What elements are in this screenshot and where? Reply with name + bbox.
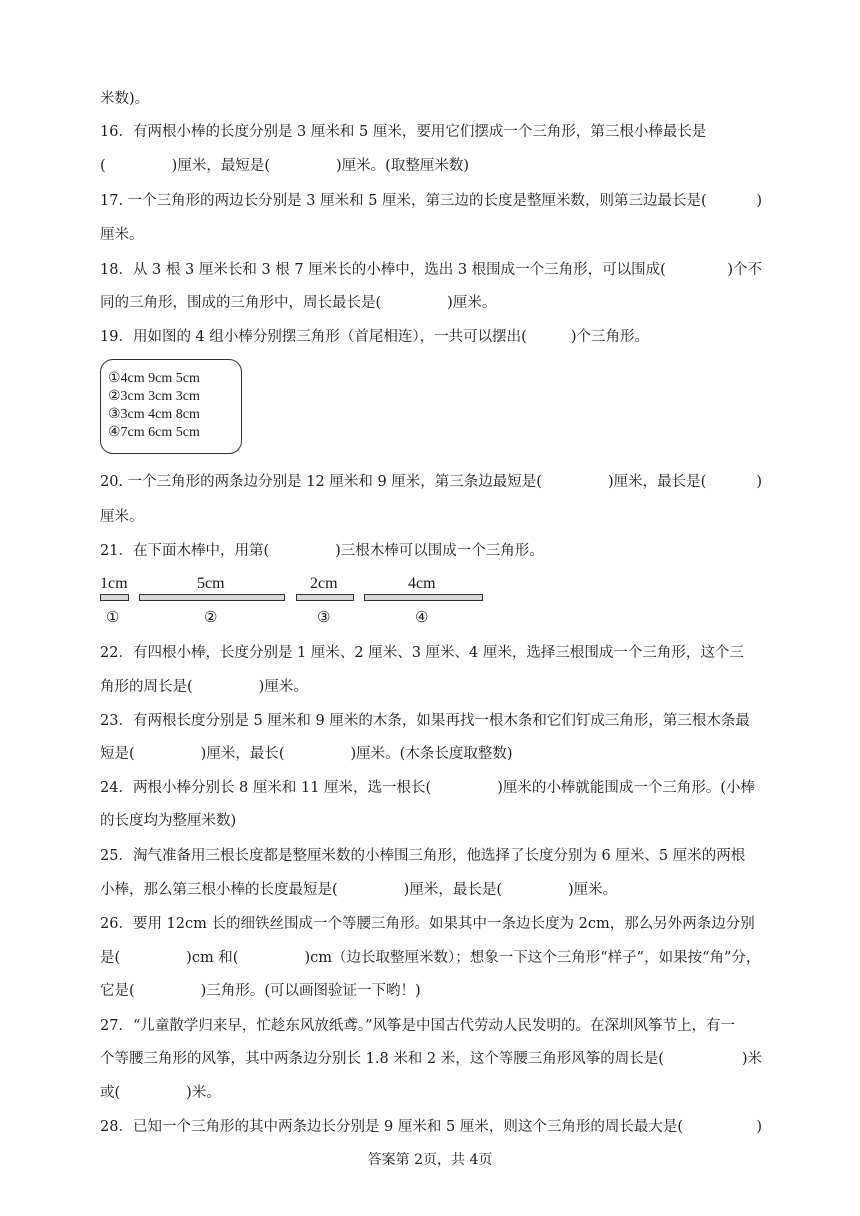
stick-group-4: ④7cm 6cm 5cm: [108, 425, 200, 440]
question-27-cont: 个等腰三角形的风筝，其中两条边分别长 1.8 米和 2 米，这个等腰三角形风筝的周长是( )米: [100, 1051, 762, 1067]
question-18-cont: 同的三角形，围成的三角形中，周长最长是( )厘米。: [100, 295, 497, 311]
stick-1: [100, 594, 129, 601]
text-line: 米数)。: [100, 91, 150, 107]
stick-group-2: ②3cm 3cm 3cm: [108, 389, 200, 404]
question-28: 28．已知一个三角形的其中两条边长分别是 9 厘米和 5 厘米，则这个三角形的周长最大是( ): [100, 1119, 762, 1135]
stick-label-1: 1cm: [100, 575, 128, 592]
question-20: 20. 一个三角形的两条边分别是 12 厘米和 9 厘米，第三条边最短是( )厘米，最长是( ): [100, 474, 762, 490]
question-20-cont: 厘米。: [100, 509, 144, 525]
question-17: 17. 一个三角形的两边长分别是 3 厘米和 5 厘米，第三边的长度是整厘米数，则第三边最长是( ): [100, 193, 762, 209]
question-27: 27．“儿童散学归来早，忙趁东风放纸鸢。”风筝是中国古代劳动人民发明的。在深圳风筝节上，有一: [100, 1018, 736, 1034]
stick-label-3: 2cm: [310, 575, 338, 592]
stick-3: [296, 594, 354, 601]
stick-number-3: ③: [317, 608, 331, 626]
stick-number-1: ①: [106, 608, 120, 626]
stick-group-3: ③3cm 4cm 8cm: [108, 407, 200, 422]
question-23: 23．有两根长度分别是 5 厘米和 9 厘米的木条，如果再找一根木条和它们钉成三角形，第三根木条最: [100, 713, 750, 729]
question-21: 21．在下面木棒中，用第( )三根木棒可以围成一个三角形。: [100, 543, 544, 559]
question-16: 16．有两根小棒的长度分别是 3 厘米和 5 厘米，要用它们摆成一个三角形，第三根小棒最长是: [100, 124, 707, 140]
question-24: 24．两根小棒分别长 8 厘米和 11 厘米，选一根长( )厘米的小棒就能围成一个三角形。(小棒: [100, 780, 756, 796]
question-19: 19．用如图的 4 组小棒分别摆三角形（首尾相连），一共可以摆出( )个三角形。: [100, 329, 649, 345]
question-18: 18．从 3 根 3 厘米长和 3 根 7 厘米长的小棒中，选出 3 根围成一个三角形，可以围成( )个不: [100, 262, 762, 278]
stick-label-4: 4cm: [408, 575, 436, 592]
question-26-cont: 是( )cm 和( )cm（边长取整厘米数）；想象一下这个三角形“样子”，如果按“角”分，: [100, 950, 761, 966]
stick-number-4: ④: [415, 608, 429, 626]
stick-2: [139, 594, 285, 601]
stick-groups-figure: [100, 359, 242, 454]
question-22-cont: 角形的周长是( )厘米。: [100, 679, 308, 695]
page-footer: 答案第 2页，共 4页: [367, 1152, 493, 1168]
question-16-cont: ( )厘米，最短是( )厘米。(取整厘米数): [100, 158, 469, 174]
question-25: 25．淘气准备用三根长度都是整厘米数的小棒围三角形，他选择了长度分别为 6 厘米、5 厘米的两根: [100, 848, 746, 864]
stick-label-2: 5cm: [197, 575, 225, 592]
question-17-cont: 厘米。: [100, 227, 144, 243]
stick-number-2: ②: [204, 608, 218, 626]
question-26-cont2: 它是( )三角形。(可以画图验证一下哟！): [100, 983, 421, 999]
question-22: 22．有四根小棒，长度分别是 1 厘米、2 厘米、3 厘米、4 厘米，选择三根围成一个三角形，这个三: [100, 645, 744, 661]
question-24-cont: 的长度均为整厘米数): [100, 813, 237, 829]
question-25-cont: 小棒，那么第三根小棒的长度最短是( )厘米，最长是( )厘米。: [100, 882, 618, 898]
stick-group-1: ①4cm 9cm 5cm: [108, 371, 200, 386]
question-23-cont: 短是( )厘米，最长( )厘米。(木条长度取整数): [100, 746, 513, 762]
question-26: 26．要用 12cm 长的细铁丝围成一个等腰三角形。如果其中一条边长度为 2cm，那么另外两条边分别: [100, 916, 755, 932]
stick-4: [364, 594, 483, 601]
question-27-cont2: 或( )米。: [100, 1085, 221, 1101]
